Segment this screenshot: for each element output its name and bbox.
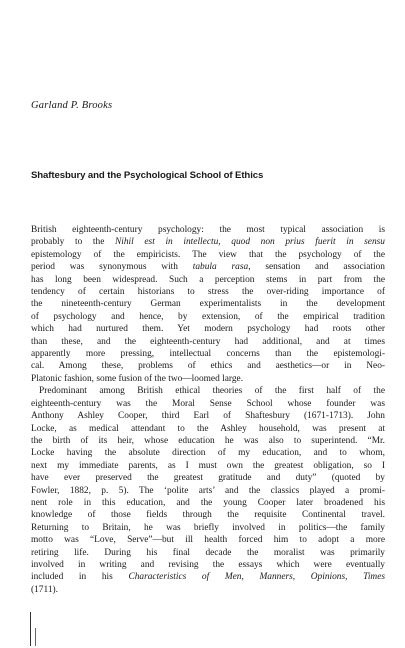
- article-title: Shaftesbury and the Psychological School of Ethics: [31, 170, 264, 181]
- body-line: apparently more pressing, intellectual concerns than the epistemologi-: [31, 349, 385, 360]
- body-line: period was synonymous with tabula rasa, sensation and association: [31, 262, 385, 273]
- body-line: (1711).: [31, 584, 58, 595]
- body-line: than these, and the eighteenth-century had additional, and at times: [31, 336, 385, 347]
- body-line: nent role in this education, and the young Cooper later broadened his: [31, 497, 385, 508]
- body-line: Locke having the absolute direction of my education, and to whom,: [31, 448, 385, 459]
- body-line: Locke, as medical attendant to the Ashley household, was present at: [31, 423, 385, 434]
- body-line: Returning to Britain, he was briefly involved in politics—the family: [31, 522, 385, 533]
- body-line: have ever preserved the greatest gratitude and duty” (quoted by: [31, 473, 385, 484]
- body-line: has long been widespread. Such a perception stems in part from the: [31, 274, 385, 285]
- body-line: Predominant among British ethical theories of the first half of the: [39, 386, 385, 397]
- body-line: of psychology and hence, by extension, of the empirical tradition: [31, 311, 385, 322]
- body-line: motto was “Love, Serve”—but ill health forced him to adopt a more: [31, 535, 385, 546]
- body-line: involved in writing and revising the essays which were eventually: [31, 559, 385, 570]
- body-line: the birth of its heir, whose education he was also to superintend. “Mr.: [31, 435, 385, 446]
- body-line: British eighteenth-century psychology: the most typical association is: [31, 225, 385, 235]
- body-line: next my immediate parents, as I must own the greatest obligation, so I: [31, 460, 385, 471]
- body-line: which had nurtured them. Yet modern psychology had roots other: [31, 324, 385, 335]
- body-line: cal. Among these, problems of ethics and aesthetics—or in Neo-: [31, 361, 385, 372]
- body-line: knowledge of those fields through the requisite Continental travel.: [31, 510, 385, 521]
- author-name: Garland P. Brooks: [31, 100, 113, 111]
- article-body: [31, 224, 385, 596]
- body-line: Platonic fashion, some fusion of the two—loomed large.: [31, 373, 244, 384]
- body-line: retiring life. During his final decade the moralist was primarily: [31, 547, 385, 558]
- body-line: tendency of certain historians to stress the over-riding importance of: [31, 287, 385, 298]
- body-line: Fowler, 1882, p. 5). The ‘polite arts’ and the classics played a promi-: [31, 485, 385, 496]
- body-line: eighteenth-century was the Moral Sense School whose founder was: [31, 398, 385, 409]
- margin-mark: [30, 612, 31, 646]
- body-line: Anthony Ashley Cooper, third Earl of Shaftesbury (1671-1713). John: [31, 411, 385, 422]
- body-line: the nineteenth-century German experimentalists in the development: [31, 299, 385, 310]
- body-line: epistemology of the empiricists. The view that the psychology of the: [31, 249, 385, 260]
- margin-mark-secondary: [35, 628, 36, 646]
- body-line: probably to the Nihil est in intellectu, quod non prius fuerit in sensu: [31, 237, 385, 248]
- body-line: included in his Characteristics of Men, Manners, Opinions, Times: [31, 572, 386, 583]
